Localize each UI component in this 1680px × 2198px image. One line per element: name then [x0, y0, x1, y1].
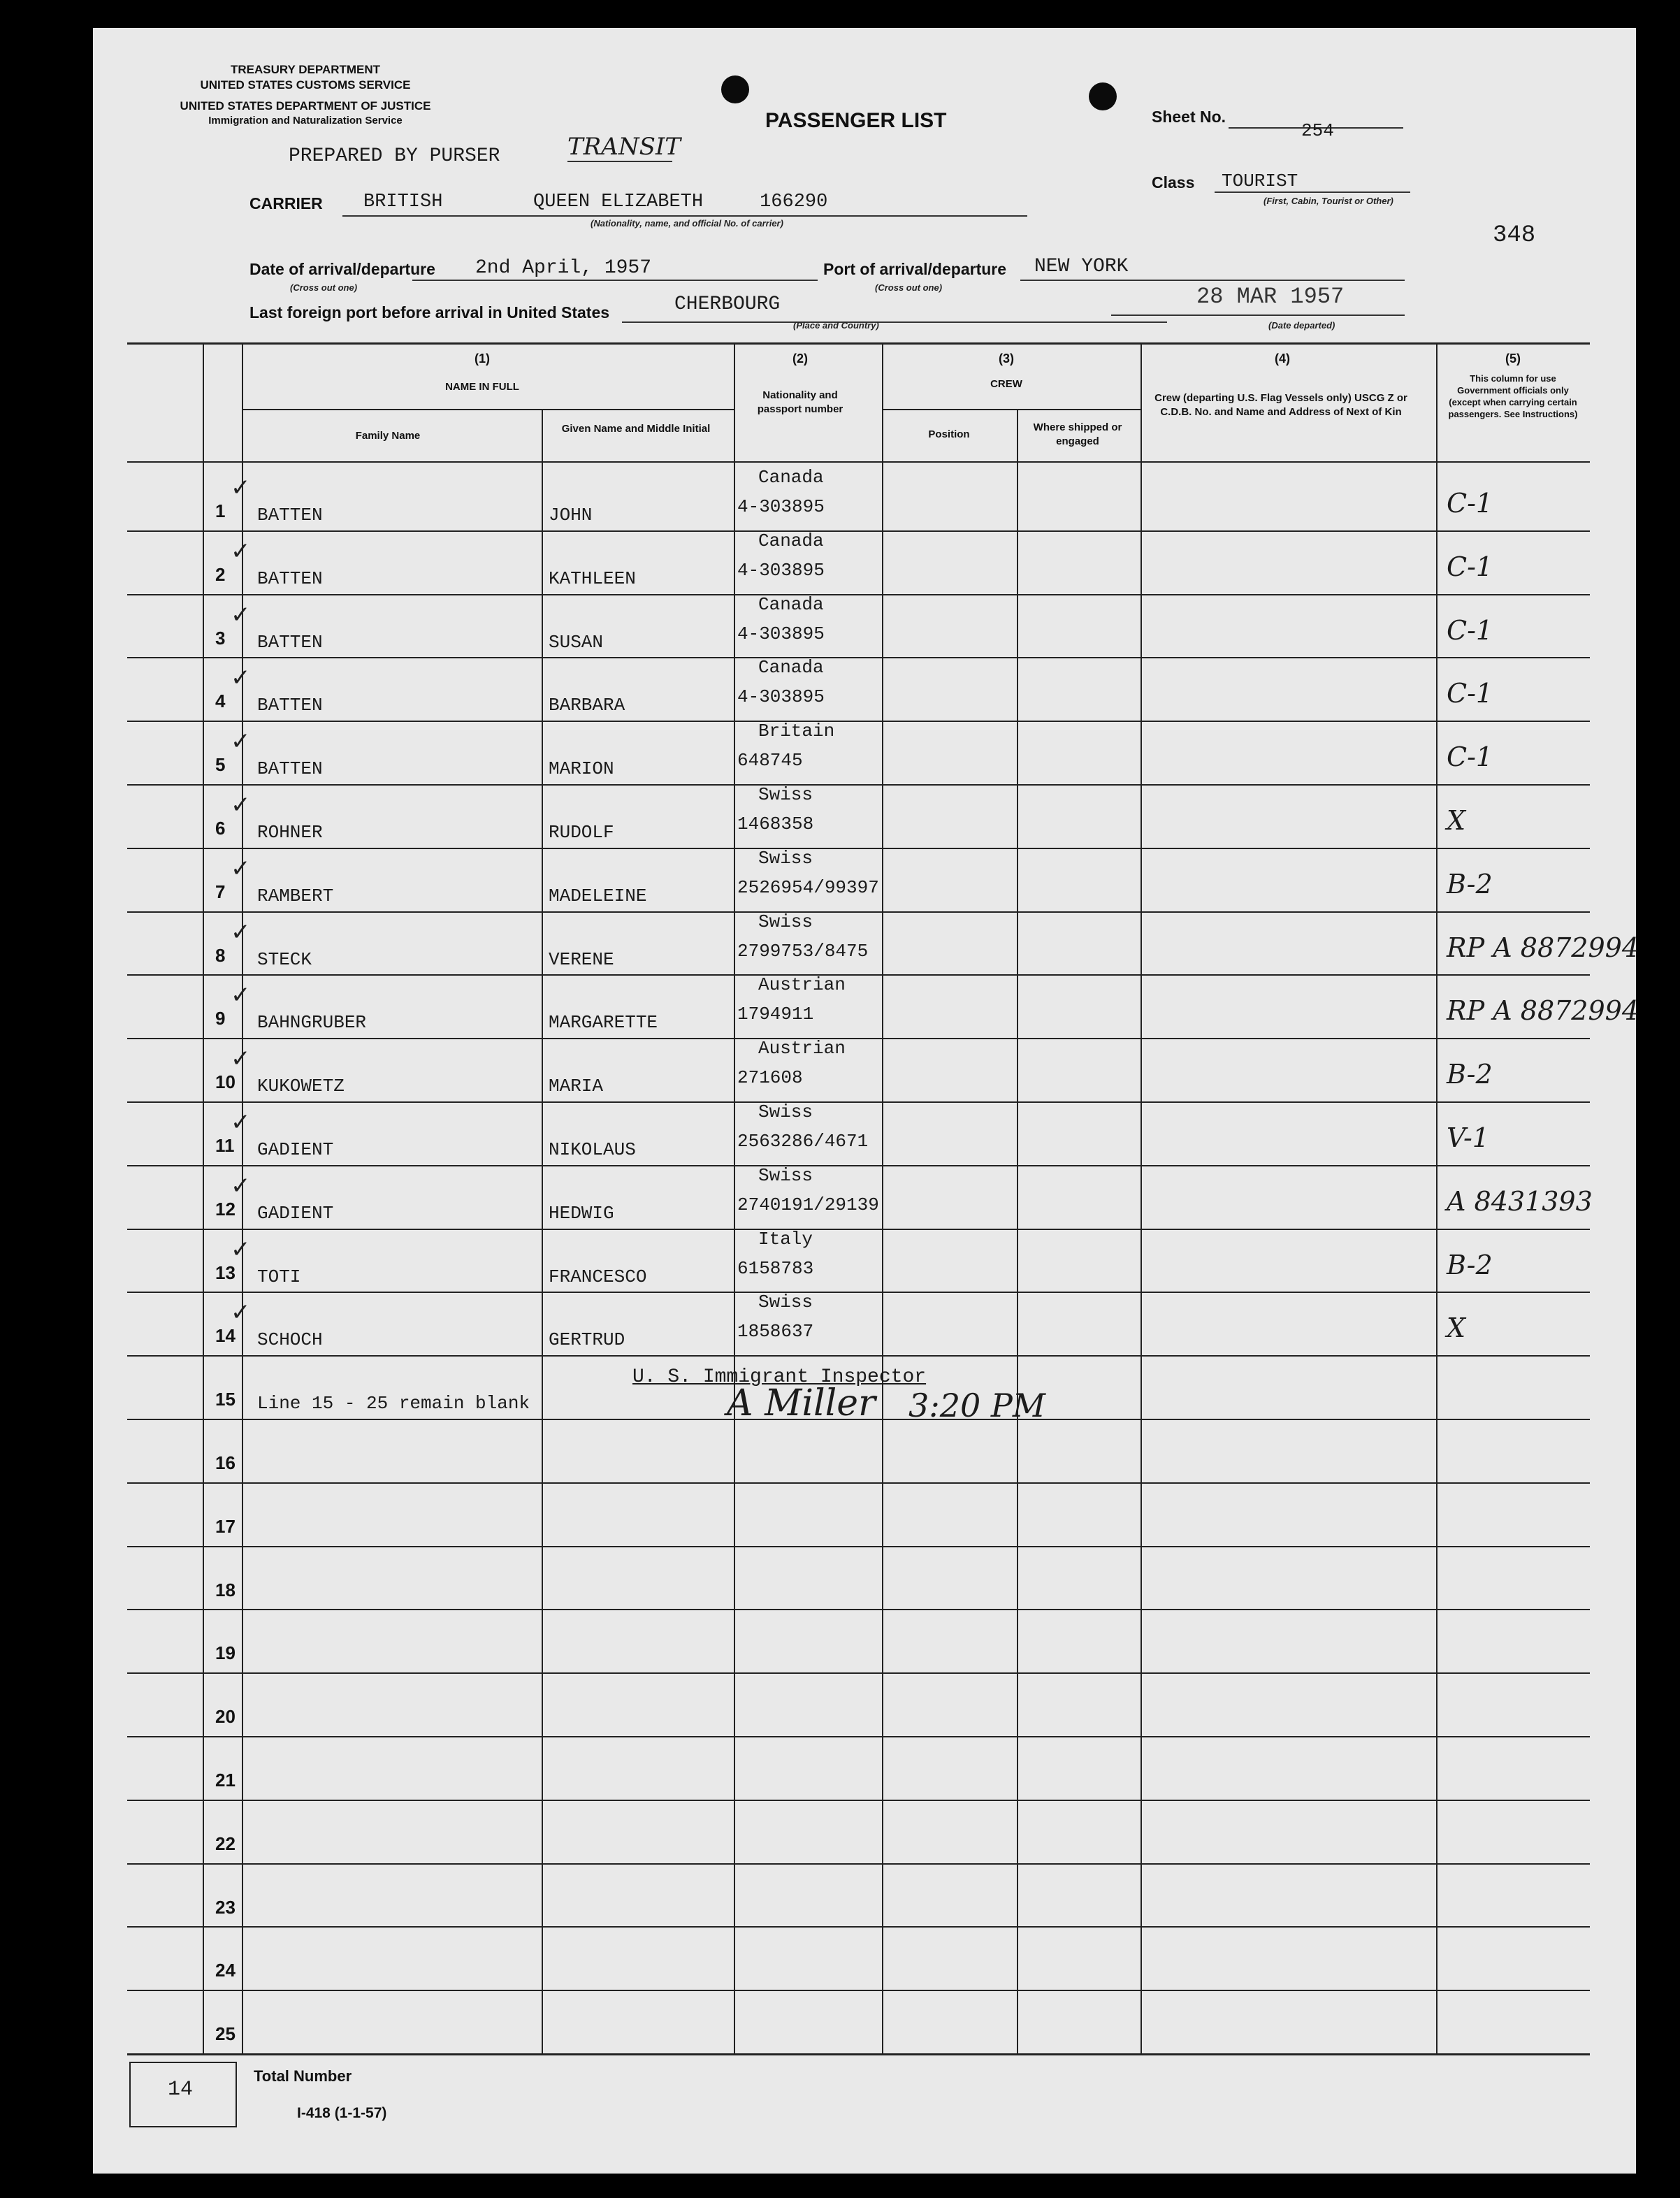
- family-name-cell: BATTEN: [257, 505, 323, 526]
- date-departed: 28 MAR 1957: [1196, 284, 1345, 310]
- col1-title: NAME IN FULL: [445, 381, 519, 393]
- row-number: 18: [215, 1579, 236, 1600]
- col5-title: This column for use Government officials only (except when carrying certain passengers. See Instructions): [1448, 373, 1578, 419]
- family-name-cell: GADIENT: [257, 1202, 334, 1224]
- row-line: [127, 974, 1590, 976]
- nationality-cell: Italy: [758, 1228, 813, 1250]
- check-mark-icon: ✓: [231, 664, 251, 693]
- crew-kin-column-left-border: [1140, 342, 1142, 2053]
- check-mark-icon: ✓: [231, 1108, 251, 1136]
- given-name-cell: MARION: [549, 758, 614, 780]
- passport-cell: 6158783: [737, 1257, 814, 1279]
- class-label: Class: [1152, 173, 1195, 191]
- given-name-cell: GERTRUD: [549, 1329, 625, 1351]
- col-given-name: Given Name and Middle Initial: [561, 423, 711, 435]
- carrier-underline: [342, 215, 1027, 217]
- family-name-cell: BATTEN: [257, 695, 323, 716]
- where-column-left-border: [1017, 409, 1018, 2053]
- col-where-shipped: Where shipped or engaged: [1033, 421, 1122, 447]
- row-number: 19: [215, 1642, 236, 1664]
- punch-hole-left: [721, 75, 749, 103]
- check-mark-icon: ✓: [231, 1171, 251, 1200]
- position-column-left-border: [882, 342, 883, 2053]
- row-line: [127, 1800, 1590, 1801]
- port-label: Port of arrival/departure: [823, 260, 1007, 278]
- form-id: I-418 (1-1-57): [297, 2105, 387, 2121]
- given-name-cell: MADELEINE: [549, 885, 647, 906]
- row-line: [127, 594, 1590, 595]
- nationality-cell: Swiss: [758, 911, 813, 932]
- passport-cell: 2740191/29139: [737, 1194, 879, 1215]
- family-name-cell: BATTEN: [257, 567, 323, 589]
- class-value: TOURIST: [1222, 171, 1298, 191]
- col5-number: (5): [1505, 352, 1521, 366]
- col3-title: CREW: [990, 378, 1022, 390]
- official-code-cell: C-1: [1447, 551, 1493, 582]
- family-name-cell: GADIENT: [257, 1139, 334, 1160]
- official-code-cell: RP A 8872994: [1447, 932, 1639, 963]
- given-name-cell: BARBARA: [549, 695, 625, 716]
- lastport-value: CHERBOURG: [674, 294, 781, 315]
- passport-cell: 648745: [737, 750, 803, 772]
- given-name-cell: SUSAN: [549, 631, 604, 653]
- row-number: 2: [215, 563, 226, 585]
- family-name-cell: TOTI: [257, 1266, 301, 1287]
- header-bottom-line: [127, 461, 1590, 463]
- sheet-value: 254: [1301, 120, 1334, 141]
- date-label: Date of arrival/departure: [249, 260, 435, 278]
- nationality-cell: Canada: [758, 467, 824, 488]
- nationality-cell: Canada: [758, 593, 824, 615]
- row-number: 4: [215, 691, 226, 712]
- carrier-value: BRITISH QUEEN ELIZABETH 166290: [363, 191, 828, 212]
- row-line: [127, 657, 1590, 658]
- row-number: 21: [215, 1770, 236, 1791]
- nationality-cell: Swiss: [758, 784, 813, 805]
- row-line: [127, 784, 1590, 786]
- official-code-cell: B-2: [1447, 1059, 1493, 1090]
- port-value: NEW YORK: [1034, 256, 1129, 277]
- official-code-cell: A 8431393: [1447, 1185, 1593, 1217]
- row-number: 23: [215, 1896, 236, 1918]
- agency-line-3: UNITED STATES DEPARTMENT OF JUSTICE: [180, 99, 431, 113]
- nationality-cell: Austrian: [758, 1038, 846, 1060]
- prepared-by: PREPARED BY PURSER: [289, 145, 500, 167]
- passport-cell: 1468358: [737, 814, 814, 834]
- col2-number: (2): [792, 352, 808, 366]
- row-line: [127, 1672, 1590, 1674]
- passport-cell: 1858637: [737, 1321, 814, 1343]
- row-line: [127, 1863, 1590, 1865]
- port-underline: [1020, 280, 1405, 281]
- passport-cell: 4-303895: [737, 496, 825, 517]
- row-number: 9: [215, 1008, 226, 1029]
- row-number: 16: [215, 1452, 236, 1473]
- date-value: 2nd April, 1957: [475, 257, 652, 279]
- col-family-name: Family Name: [355, 430, 421, 442]
- nationality-cell: Swiss: [758, 847, 813, 869]
- row-line: [127, 1482, 1590, 1484]
- lastport-label: Last foreign port before arrival in United States: [249, 303, 610, 321]
- row-line: [127, 1038, 1590, 1039]
- nationality-cell: Canada: [758, 530, 824, 551]
- given-name-cell: MARIA: [549, 1076, 604, 1097]
- given-column-left-border: [542, 409, 543, 2053]
- document-page: [93, 28, 1636, 2174]
- col1-number: (1): [475, 352, 490, 366]
- inspector-label: U. S. Immigrant Inspector: [632, 1366, 927, 1388]
- passport-cell: 4-303895: [737, 623, 825, 644]
- prepared-note: TRANSIT: [567, 133, 681, 161]
- nationality-cell: Britain: [758, 721, 835, 742]
- row-line: [127, 1609, 1590, 1610]
- check-mark-icon: ✓: [231, 1235, 251, 1264]
- given-name-cell: JOHN: [549, 505, 593, 526]
- port-sub: (Cross out one): [875, 282, 943, 293]
- check-mark-icon: ✓: [231, 600, 251, 629]
- row-number: 13: [215, 1261, 236, 1283]
- family-name-cell: KUKOWETZ: [257, 1076, 345, 1097]
- official-code-cell: C-1: [1447, 742, 1493, 773]
- row-number: 8: [215, 944, 226, 966]
- passport-cell: 1794911: [737, 1004, 814, 1025]
- row-number: 7: [215, 881, 226, 902]
- row-number: 22: [215, 1832, 236, 1854]
- date-sub: (Cross out one): [290, 282, 358, 293]
- page-title: PASSENGER LIST: [765, 109, 947, 132]
- date-departed-underline: [1111, 314, 1405, 316]
- check-mark-icon: ✓: [231, 537, 251, 565]
- date-departed-sub: (Date departed): [1268, 320, 1335, 331]
- check-mark-icon: ✓: [231, 728, 251, 756]
- row-line: [127, 530, 1590, 532]
- total-label: Total Number: [254, 2067, 352, 2085]
- col4-number: (4): [1275, 352, 1290, 366]
- col4-title: Crew (departing U.S. Flag Vessels only) USCG Z or C.D.B. No. and Name and Address of Next of Kin: [1154, 392, 1407, 418]
- row-number: 5: [215, 754, 226, 776]
- nationality-cell: Swiss: [758, 1101, 813, 1122]
- row-line: [127, 721, 1590, 722]
- row-number: 1: [215, 500, 226, 521]
- row-line: [127, 911, 1590, 913]
- agency-line-1: TREASURY DEPARTMENT: [230, 63, 381, 76]
- punch-hole-right: [1089, 82, 1117, 110]
- prepared-note-underline: [567, 161, 672, 162]
- row-line: [127, 1229, 1590, 1230]
- family-name-cell: BAHNGRUBER: [257, 1012, 367, 1034]
- nationality-cell: Swiss: [758, 1164, 813, 1186]
- passport-cell: 2799753/8475: [737, 940, 869, 962]
- given-name-cell: HEDWIG: [549, 1202, 614, 1224]
- given-name-cell: KATHLEEN: [549, 567, 636, 589]
- official-code-cell: B-2: [1447, 1249, 1493, 1280]
- check-mark-icon: ✓: [231, 474, 251, 502]
- nationality-cell: Swiss: [758, 1292, 813, 1313]
- row-number: 11: [215, 1135, 235, 1156]
- carrier-sub: (Nationality, name, and official No. of carrier): [591, 218, 783, 229]
- passport-cell: 2526954/99397: [737, 876, 879, 898]
- check-mark-icon: ✓: [231, 791, 251, 819]
- row-number: 17: [215, 1515, 236, 1537]
- family-name-cell: RAMBERT: [257, 885, 334, 906]
- row-number: 14: [215, 1325, 236, 1347]
- given-name-cell: FRANCESCO: [549, 1266, 647, 1287]
- total-value: 14: [168, 2078, 194, 2102]
- passport-cell: 2563286/4671: [737, 1131, 869, 1152]
- given-name-cell: NIKOLAUS: [549, 1139, 636, 1160]
- official-code-cell: C-1: [1447, 488, 1493, 519]
- inspector-signature: A Miller: [727, 1382, 876, 1424]
- row-number: 24: [215, 1960, 236, 1981]
- official-column-left-border: [1436, 342, 1438, 2053]
- row-number: 25: [215, 2023, 236, 2045]
- row-number: 12: [215, 1198, 236, 1220]
- lastport-sub: (Place and Country): [793, 320, 879, 331]
- given-name-cell: MARGARETTE: [549, 1012, 658, 1034]
- class-underline: [1215, 191, 1410, 193]
- row-line: [127, 1926, 1590, 1928]
- rownum-column-border: [203, 342, 204, 2053]
- row-line: [127, 1355, 1590, 1357]
- family-name-cell: Line 15 - 25 remain blank: [257, 1393, 530, 1415]
- row-number: 20: [215, 1706, 236, 1728]
- family-name-cell: BATTEN: [257, 758, 323, 780]
- name-subheader-line: [242, 409, 734, 410]
- class-sub: (First, Cabin, Tourist or Other): [1263, 196, 1393, 206]
- official-code-cell: X: [1447, 1313, 1466, 1344]
- official-code-cell: RP A 8872994: [1447, 995, 1639, 1027]
- row-number: 10: [215, 1071, 236, 1093]
- check-mark-icon: ✓: [231, 854, 251, 883]
- agency-line-2: UNITED STATES CUSTOMS SERVICE: [200, 78, 411, 92]
- official-code-cell: V-1: [1447, 1122, 1489, 1153]
- row-number: 15: [215, 1389, 236, 1410]
- official-code-cell: C-1: [1447, 678, 1493, 709]
- lastport-underline: [622, 321, 1167, 323]
- side-number: 348: [1493, 222, 1536, 249]
- row-line: [127, 848, 1590, 849]
- family-name-cell: BATTEN: [257, 631, 323, 653]
- family-name-cell: ROHNER: [257, 822, 323, 843]
- row-line: [127, 1292, 1590, 1293]
- passport-cell: 4-303895: [737, 559, 825, 581]
- nationality-cell: Austrian: [758, 974, 846, 996]
- official-code-cell: C-1: [1447, 614, 1493, 646]
- row-line: [127, 1546, 1590, 1547]
- col-position: Position: [928, 428, 970, 440]
- date-underline: [412, 280, 818, 281]
- nationality-column-left-border: [734, 342, 735, 2053]
- official-code-cell: X: [1447, 805, 1466, 836]
- row-line: [127, 1736, 1590, 1737]
- nationality-cell: Canada: [758, 657, 824, 679]
- col3-number: (3): [999, 352, 1014, 366]
- given-name-cell: VERENE: [549, 948, 614, 970]
- check-mark-icon: ✓: [231, 1299, 251, 1327]
- crew-subheader-line: [882, 409, 1140, 410]
- row-line: [127, 1165, 1590, 1166]
- family-name-cell: SCHOCH: [257, 1329, 323, 1351]
- check-mark-icon: ✓: [231, 1045, 251, 1073]
- passport-cell: 4-303895: [737, 686, 825, 708]
- check-mark-icon: ✓: [231, 918, 251, 946]
- row-line: [127, 1990, 1590, 1991]
- passport-cell: 271608: [737, 1067, 803, 1089]
- row-line: [127, 1101, 1590, 1103]
- official-code-cell: B-2: [1447, 868, 1493, 899]
- family-name-cell: STECK: [257, 948, 312, 970]
- table-top-border: [127, 342, 1590, 345]
- carrier-label: CARRIER: [249, 194, 323, 212]
- row-number: 3: [215, 627, 226, 649]
- row-line: [127, 2053, 1590, 2055]
- agency-line-4: Immigration and Naturalization Service: [208, 115, 403, 126]
- row-number: 6: [215, 818, 226, 839]
- inspector-time: 3:20 PM: [908, 1387, 1045, 1424]
- given-name-cell: RUDOLF: [549, 822, 614, 843]
- col2-title: Nationality and passport number: [757, 389, 843, 415]
- sheet-label: Sheet No.: [1152, 108, 1226, 126]
- check-mark-icon: ✓: [231, 981, 251, 1010]
